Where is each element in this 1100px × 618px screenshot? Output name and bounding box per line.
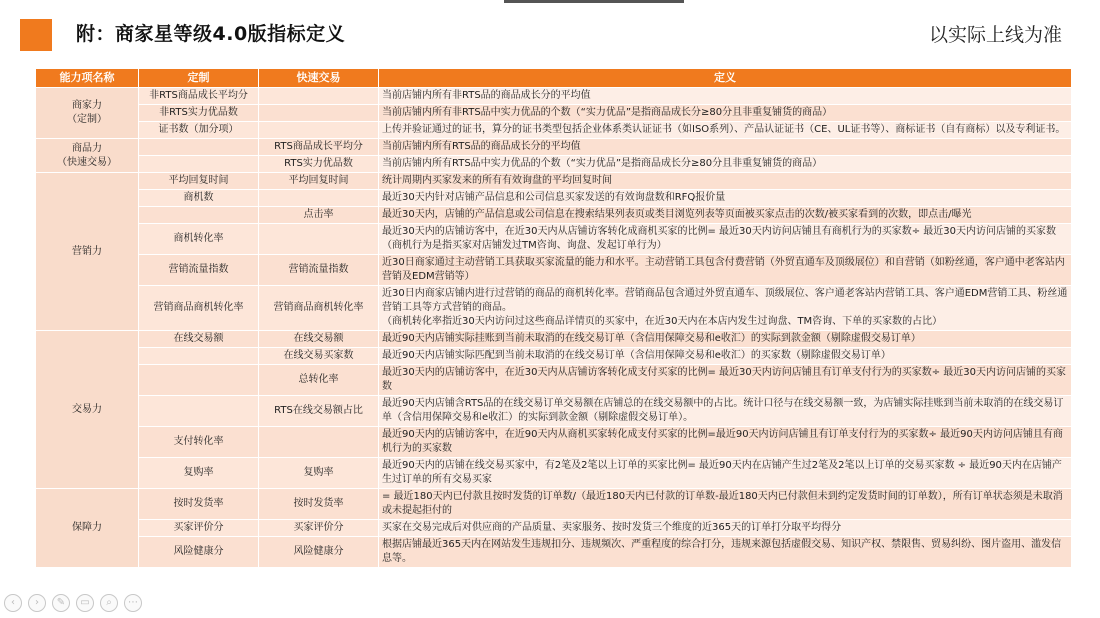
custom-cell: 平均回复时间: [139, 173, 259, 190]
quick-cell: 买家评价分: [259, 520, 379, 537]
quick-cell: 营销流量指数: [259, 255, 379, 286]
custom-cell: 非RTS商品成长平均分: [139, 88, 259, 105]
quick-cell: RTS商品成长平均分: [259, 139, 379, 156]
accent-square: [20, 19, 52, 51]
category-cell: 交易力: [36, 331, 139, 489]
definition-cell: 当前店铺内所有非RTS品的商品成长分的平均值: [379, 88, 1072, 105]
definition-cell: 最近30天内，店铺的产品信息或公司信息在搜索结果列表页或类目浏览列表等页面被买家点击的次数/被买家看到的次数，即点击/曝光: [379, 207, 1072, 224]
table-row: [36, 331, 1072, 348]
table-row: [36, 122, 1072, 139]
table-row: [36, 365, 1072, 396]
table-row: [36, 458, 1072, 489]
custom-cell: 商机转化率: [139, 224, 259, 255]
definition-cell: 最近90天内店铺含RTS品的在线交易订单交易额在店铺总的在线交易额中的占比。统计口径与在线交易额一致，为店铺实际挂账到当前未取消的在线交易订单（含信用保障交易和e收汇）的实际到款金额（剔除虚假交易订单）。: [379, 396, 1072, 427]
custom-cell: 复购率: [139, 458, 259, 489]
pen-icon[interactable]: ✎: [52, 594, 70, 612]
table-row: [36, 190, 1072, 207]
col-header-definition: 定义: [379, 69, 1072, 88]
definition-cell: 最近90天内的店铺访客中，在近90天内从商机买家转化成支付买家的比例=最近90天内访问店铺且有订单支付行为的买家数÷ 最近90天内访问店铺且有商机行为的买家数: [379, 427, 1072, 458]
definition-cell: 当前店铺内所有RTS品的商品成长分的平均值: [379, 139, 1072, 156]
col-header-quick: 快速交易: [259, 69, 379, 88]
col-header-capability: 能力项名称: [36, 69, 139, 88]
custom-cell: 非RTS实力优品数: [139, 105, 259, 122]
table-row: [36, 348, 1072, 365]
definition-cell: 买家在交易完成后对供应商的产品质量、卖家服务、按时发货三个维度的近365天的订单打分取平均得分: [379, 520, 1072, 537]
custom-cell: [139, 348, 259, 365]
table-row: [36, 489, 1072, 520]
quick-cell: 复购率: [259, 458, 379, 489]
screen-icon[interactable]: ▭: [76, 594, 94, 612]
quick-cell: RTS实力优品数: [259, 156, 379, 173]
custom-cell: 按时发货率: [139, 489, 259, 520]
quick-cell: [259, 427, 379, 458]
quick-cell: [259, 224, 379, 255]
definition-cell: 最近90天内店铺实际匹配到当前未取消的在线交易订单（含信用保障交易和e收汇）的买家数（剔除虚假交易订单）: [379, 348, 1072, 365]
table-row: [36, 224, 1072, 255]
custom-cell: [139, 207, 259, 224]
quick-cell: RTS在线交易额占比: [259, 396, 379, 427]
zoom-icon[interactable]: ⌕: [100, 594, 118, 612]
custom-cell: 支付转化率: [139, 427, 259, 458]
definition-cell: 当前店铺内所有RTS品中实力优品的个数（“实力优品”是指商品成长分≥80分且非重复铺货的商品）: [379, 156, 1072, 173]
table-row: [36, 105, 1072, 122]
table-row: [36, 156, 1072, 173]
definition-cell: = 最近180天内已付款且按时发货的订单数/（最近180天内已付款的订单数-最近180天内已付款但未到约定发货时间的订单数），所有订单状态须是未取消或未提起拒付的: [379, 489, 1072, 520]
definition-cell: 最近30天内的店铺访客中，在近30天内从店铺访客转化成支付买家的比例= 最近30天内访问店铺且有订单支付行为的买家数÷ 最近30天内访问店铺的买家数: [379, 365, 1072, 396]
quick-cell: [259, 88, 379, 105]
custom-cell: 在线交易额: [139, 331, 259, 348]
quick-cell: 按时发货率: [259, 489, 379, 520]
quick-cell: [259, 122, 379, 139]
quick-cell: 风险健康分: [259, 537, 379, 568]
indicator-table: [35, 68, 1072, 568]
table-row: [36, 427, 1072, 458]
custom-cell: [139, 139, 259, 156]
custom-cell: [139, 156, 259, 173]
custom-cell: [139, 396, 259, 427]
quick-cell: 总转化率: [259, 365, 379, 396]
next-icon[interactable]: ›: [28, 594, 46, 612]
category-cell: 商家力 （定制）: [36, 88, 139, 139]
quick-cell: 点击率: [259, 207, 379, 224]
table-header-row: [36, 69, 1072, 88]
custom-cell: 营销流量指数: [139, 255, 259, 286]
quick-cell: [259, 190, 379, 207]
table-row: [36, 139, 1072, 156]
quick-cell: 在线交易额: [259, 331, 379, 348]
table-row: [36, 286, 1072, 331]
definition-cell: 最近90天内店铺实际挂账到当前未取消的在线交易订单（含信用保障交易和e收汇）的实际到款金额（剔除虚假交易订单）: [379, 331, 1072, 348]
table-row: [36, 537, 1072, 568]
definition-cell: 统计周期内买家发来的所有有效询盘的平均回复时间: [379, 173, 1072, 190]
custom-cell: 营销商品商机转化率: [139, 286, 259, 331]
category-cell: 营销力: [36, 173, 139, 331]
table-row: [36, 207, 1072, 224]
top-divider: [504, 0, 684, 3]
page-title: 附：商家星等级4.0版指标定义: [76, 23, 346, 45]
definition-cell: 当前店铺内所有非RTS品中实力优品的个数（“实力优品”是指商品成长分≥80分且非重复铺货的商品）: [379, 105, 1072, 122]
quick-cell: 平均回复时间: [259, 173, 379, 190]
quick-cell: 在线交易买家数: [259, 348, 379, 365]
category-cell: 商品力 （快速交易）: [36, 139, 139, 173]
table-row: [36, 255, 1072, 286]
table-row: [36, 520, 1072, 537]
table-row: [36, 173, 1072, 190]
custom-cell: 风险健康分: [139, 537, 259, 568]
definition-cell: 根据店铺最近365天内在网站发生违规扣分、违规频次、严重程度的综合打分，违规来源包括虚假交易、知识产权、禁限售、贸易纠纷、图片盗用、滥发信息等。: [379, 537, 1072, 568]
definition-cell: 近30日内商家店铺内进行过营销的商品的商机转化率。营销商品包含通过外贸直通车、顶级展位、客户通老客站内营销工具、客户通EDM营销工具、粉丝通营销工具等方式营销的商品。 （商机转化率指近30天内访问过这些商品详情页的买家中，在近30天内在本店内发生过询盘、TM咨询、下单的买家数的占比）: [379, 286, 1072, 331]
definition-cell: 最近30天内的店铺访客中，在近30天内从店铺访客转化成商机买家的比例= 最近30天内访问店铺且有商机行为的买家数÷ 最近30天内访问店铺的买家数（商机行为是指买家对店铺发过TM咨询、询盘、发起订单行为）: [379, 224, 1072, 255]
definition-cell: 最近90天内的店铺在线交易买家中，有2笔及2笔以上订单的买家比例= 最近90天内在店铺产生过2笔及2笔以上订单的交易买家数 ÷ 最近90天内在店铺产生过订单的所有交易买家: [379, 458, 1072, 489]
custom-cell: 商机数: [139, 190, 259, 207]
col-header-custom: 定制: [139, 69, 259, 88]
definition-cell: 最近30天内针对店铺产品信息和公司信息买家发送的有效询盘数和RFQ报价量: [379, 190, 1072, 207]
prev-icon[interactable]: ‹: [4, 594, 22, 612]
more-icon[interactable]: ⋯: [124, 594, 142, 612]
custom-cell: [139, 365, 259, 396]
table-row: [36, 396, 1072, 427]
custom-cell: 买家评价分: [139, 520, 259, 537]
category-cell: 保障力: [36, 489, 139, 568]
header-note: 以实际上线为准: [928, 24, 1062, 46]
definition-cell: 近30日商家通过主动营销工具获取买家流量的能力和水平。主动营销工具包含付费营销（外贸直通车及顶级展位）和自营销（如粉丝通，客户通中老客站内营销及EDM营销等）: [379, 255, 1072, 286]
presentation-toolbar: [4, 594, 142, 614]
quick-cell: 营销商品商机转化率: [259, 286, 379, 331]
quick-cell: [259, 105, 379, 122]
custom-cell: 证书数（加分项）: [139, 122, 259, 139]
table-row: [36, 88, 1072, 105]
definition-cell: 上传并验证通过的证书，算分的证书类型包括企业体系类认证证书（如ISO系列）、产品认证证书（CE、UL证书等）、商标证书（自有商标）以及专利证书。: [379, 122, 1072, 139]
